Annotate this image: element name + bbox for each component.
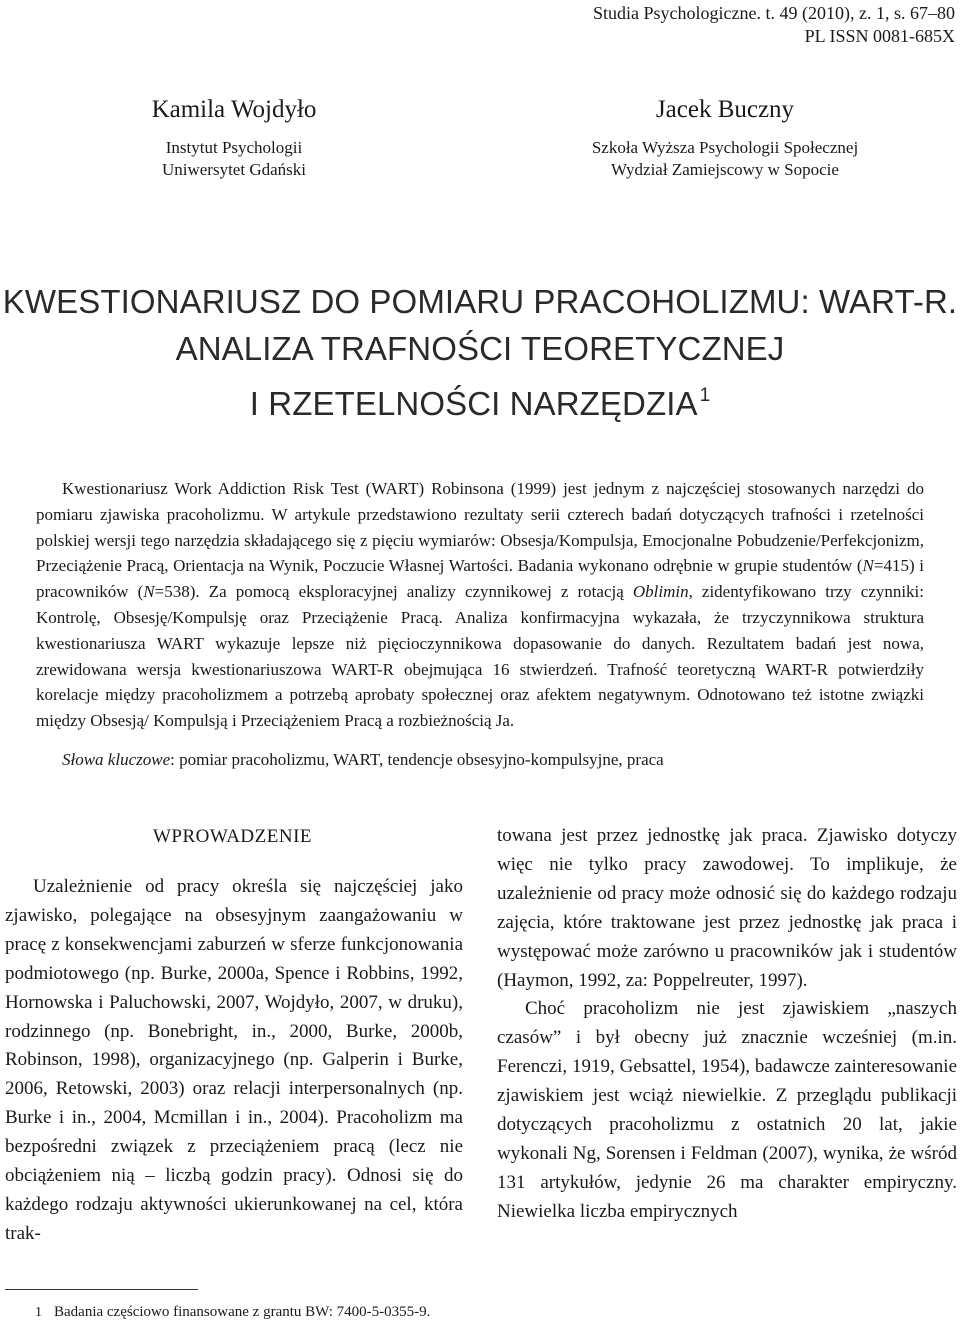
author-affiliation: Wydział Zamiejscowy w Sopocie [611, 160, 839, 179]
author-affiliation: Instytut Psychologii [165, 138, 303, 157]
journal-citation [593, 2, 955, 48]
abstract-text: , zidentyfikowano trzy czynniki: Kontrolę, Obsesję/Kompulsję oraz Przeciążenie Pracą. Analiza konfirmacyjna wykazała, że trzyczynnikowa struktura kwestionariusza WART wykazuje lepsze niż pięcioczynnikowa dopasowanie do danych. Rezultatem badań jest nowa, zrewidowana wersja kwestionariuszowa WART-R obejmująca 16 stwierdzeń. Trafność teoretyczną WART-R potwierdziły korelacje między pracoholizmem a potrzebą aprobaty społecznej oraz afektem negatywnym. Odnotowano też istotne związki między Obsesją/ Kompulsją i Przeciążeniem Pracą a rozbieżnością Ja. [36, 582, 924, 731]
body-paragraph: Uzależnienie od pracy określa się najczęściej jako zjawisko, polegające na obsesyjnym zaangażowaniu w pracę z konsekwencjami zaburzeń w sferze funkcjonowania podmiotowego (np. Burke, 2000a, Spence i Robbins, 1992, Hornowska i Paluchowski, 2007, Wojdyło, 2007, w druku), rodzinnego (np. Bonebright, in., 2000, Burke, 2000b, Robinson, 1998), organizacyjnego (np. Galperin i Burke, 2006, Retowski, 2003) oraz relacji interpersonalnych (np. Burke i in., 2004, Mcmillan i in., 2004). Pracoholizm ma bezpośredni związek z przeciążeniem pracą (lecz nie obciążeniem nią – liczbą godzin pracy). Odnosi się do każdego rodzaju aktywności ukierunkowanej na cel, która trak- [5, 876, 463, 1244]
article-title [0, 278, 960, 427]
abstract-text: Kwestionariusz Work Addiction Risk Test (WART) Robinsona (1999) jest jednym z najczęściej stosowanych narzędzi do pomiaru zjawiska pracoholizmu. W artykule przedstawiono rezultaty serii czterech badań dotyczących trafności i rzetelności polskiej wersji tego narzędzia składającego się z pięciu wymiarów: Obsesja/Kompulsja, Emocjonalne Pobudzenie/Perfekcjonizm, Przeciążenie Pracą, Orientacja na Wynik, Poczucie Własnej Wartości. Badania wykonano odrębnie w grupie studentów ( [36, 479, 924, 576]
footnote-number: 1 [35, 1305, 42, 1320]
author-affiliation: Szkoła Wyższa Psychologii Społecznej [591, 138, 859, 157]
title-line: ANALIZA TRAFNOŚCI TEORETYCZNEJ [175, 330, 785, 367]
body-column-right [497, 822, 957, 1227]
oblimin-term: Oblimin [632, 582, 689, 602]
n-symbol: N [862, 556, 874, 576]
author-block-2 [545, 95, 905, 181]
n-symbol: N [143, 582, 155, 602]
author-block-1 [84, 95, 384, 181]
abstract [36, 476, 924, 734]
footnote-divider [5, 1289, 198, 1290]
keywords-label: Słowa kluczowe [62, 750, 171, 769]
abstract-text: =538). Za pomocą eksploracyjnej analizy czynnikowej z rotacją [154, 582, 633, 602]
author-name: Jacek Buczny [655, 96, 795, 123]
footnote-reference[interactable]: 1 [699, 385, 711, 406]
keywords-text: : pomiar pracoholizmu, WART, tendencje obsesyjno-kompulsyjne, praca [170, 750, 664, 769]
author-affiliation: Uniwersytet Gdański [161, 160, 306, 179]
title-line-text: I RZETELNOŚCI NARZĘDZIA [249, 385, 698, 422]
footnote [35, 1302, 430, 1323]
title-line [0, 372, 960, 427]
footnote-text: Badania częściowo finansowane z grantu BW: 7400-5-0355-9. [54, 1304, 431, 1320]
section-heading: WPROWADZENIE [152, 826, 313, 847]
body-paragraph: towana jest przez jednostkę jak praca. Zjawisko dotyczy więc nie tylko pracy zawodowej. To implikuje, że uzależnienie od pracy może odnosić się do każdego rodzaju zajęcia, które traktowane jest przez jednostkę jak praca i występować może zarówno u pracowników jak i studentów (Haymon, 1992, za: Poppelreuter, 1997). [497, 825, 957, 991]
body-column-left [5, 873, 463, 1249]
title-line: KWESTIONARIUSZ DO POMIARU PRACOHOLIZMU: WART-R. [2, 283, 958, 320]
abstract-text: =415) i pracowników ( [36, 556, 924, 602]
keywords [36, 747, 924, 772]
journal-line-1: Studia Psychologiczne. t. 49 (2010), z. 1, s. 67–80 [593, 3, 955, 23]
author-name: Kamila Wojdyło [151, 96, 317, 123]
body-paragraph: Choć pracoholizm nie jest zjawiskiem „naszych czasów” i był obecny już znacznie wcześniej (m.in. Ferenczi, 1919, Gebsattel, 1954), badawcze zainteresowanie zjawiskiem jest wciąż niewielkie. Z przeglądu publikacji dotyczących pracoholizmu z ostatnich 20 lat, jakie wykonali Ng, Sorensen i Feldman (2007), wynika, że wśród 131 artykułów, jedynie 26 ma charakter empiryczny. Niewielka liczba empirycznych [497, 998, 957, 1222]
journal-issn: PL ISSN 0081-685X [804, 26, 955, 46]
